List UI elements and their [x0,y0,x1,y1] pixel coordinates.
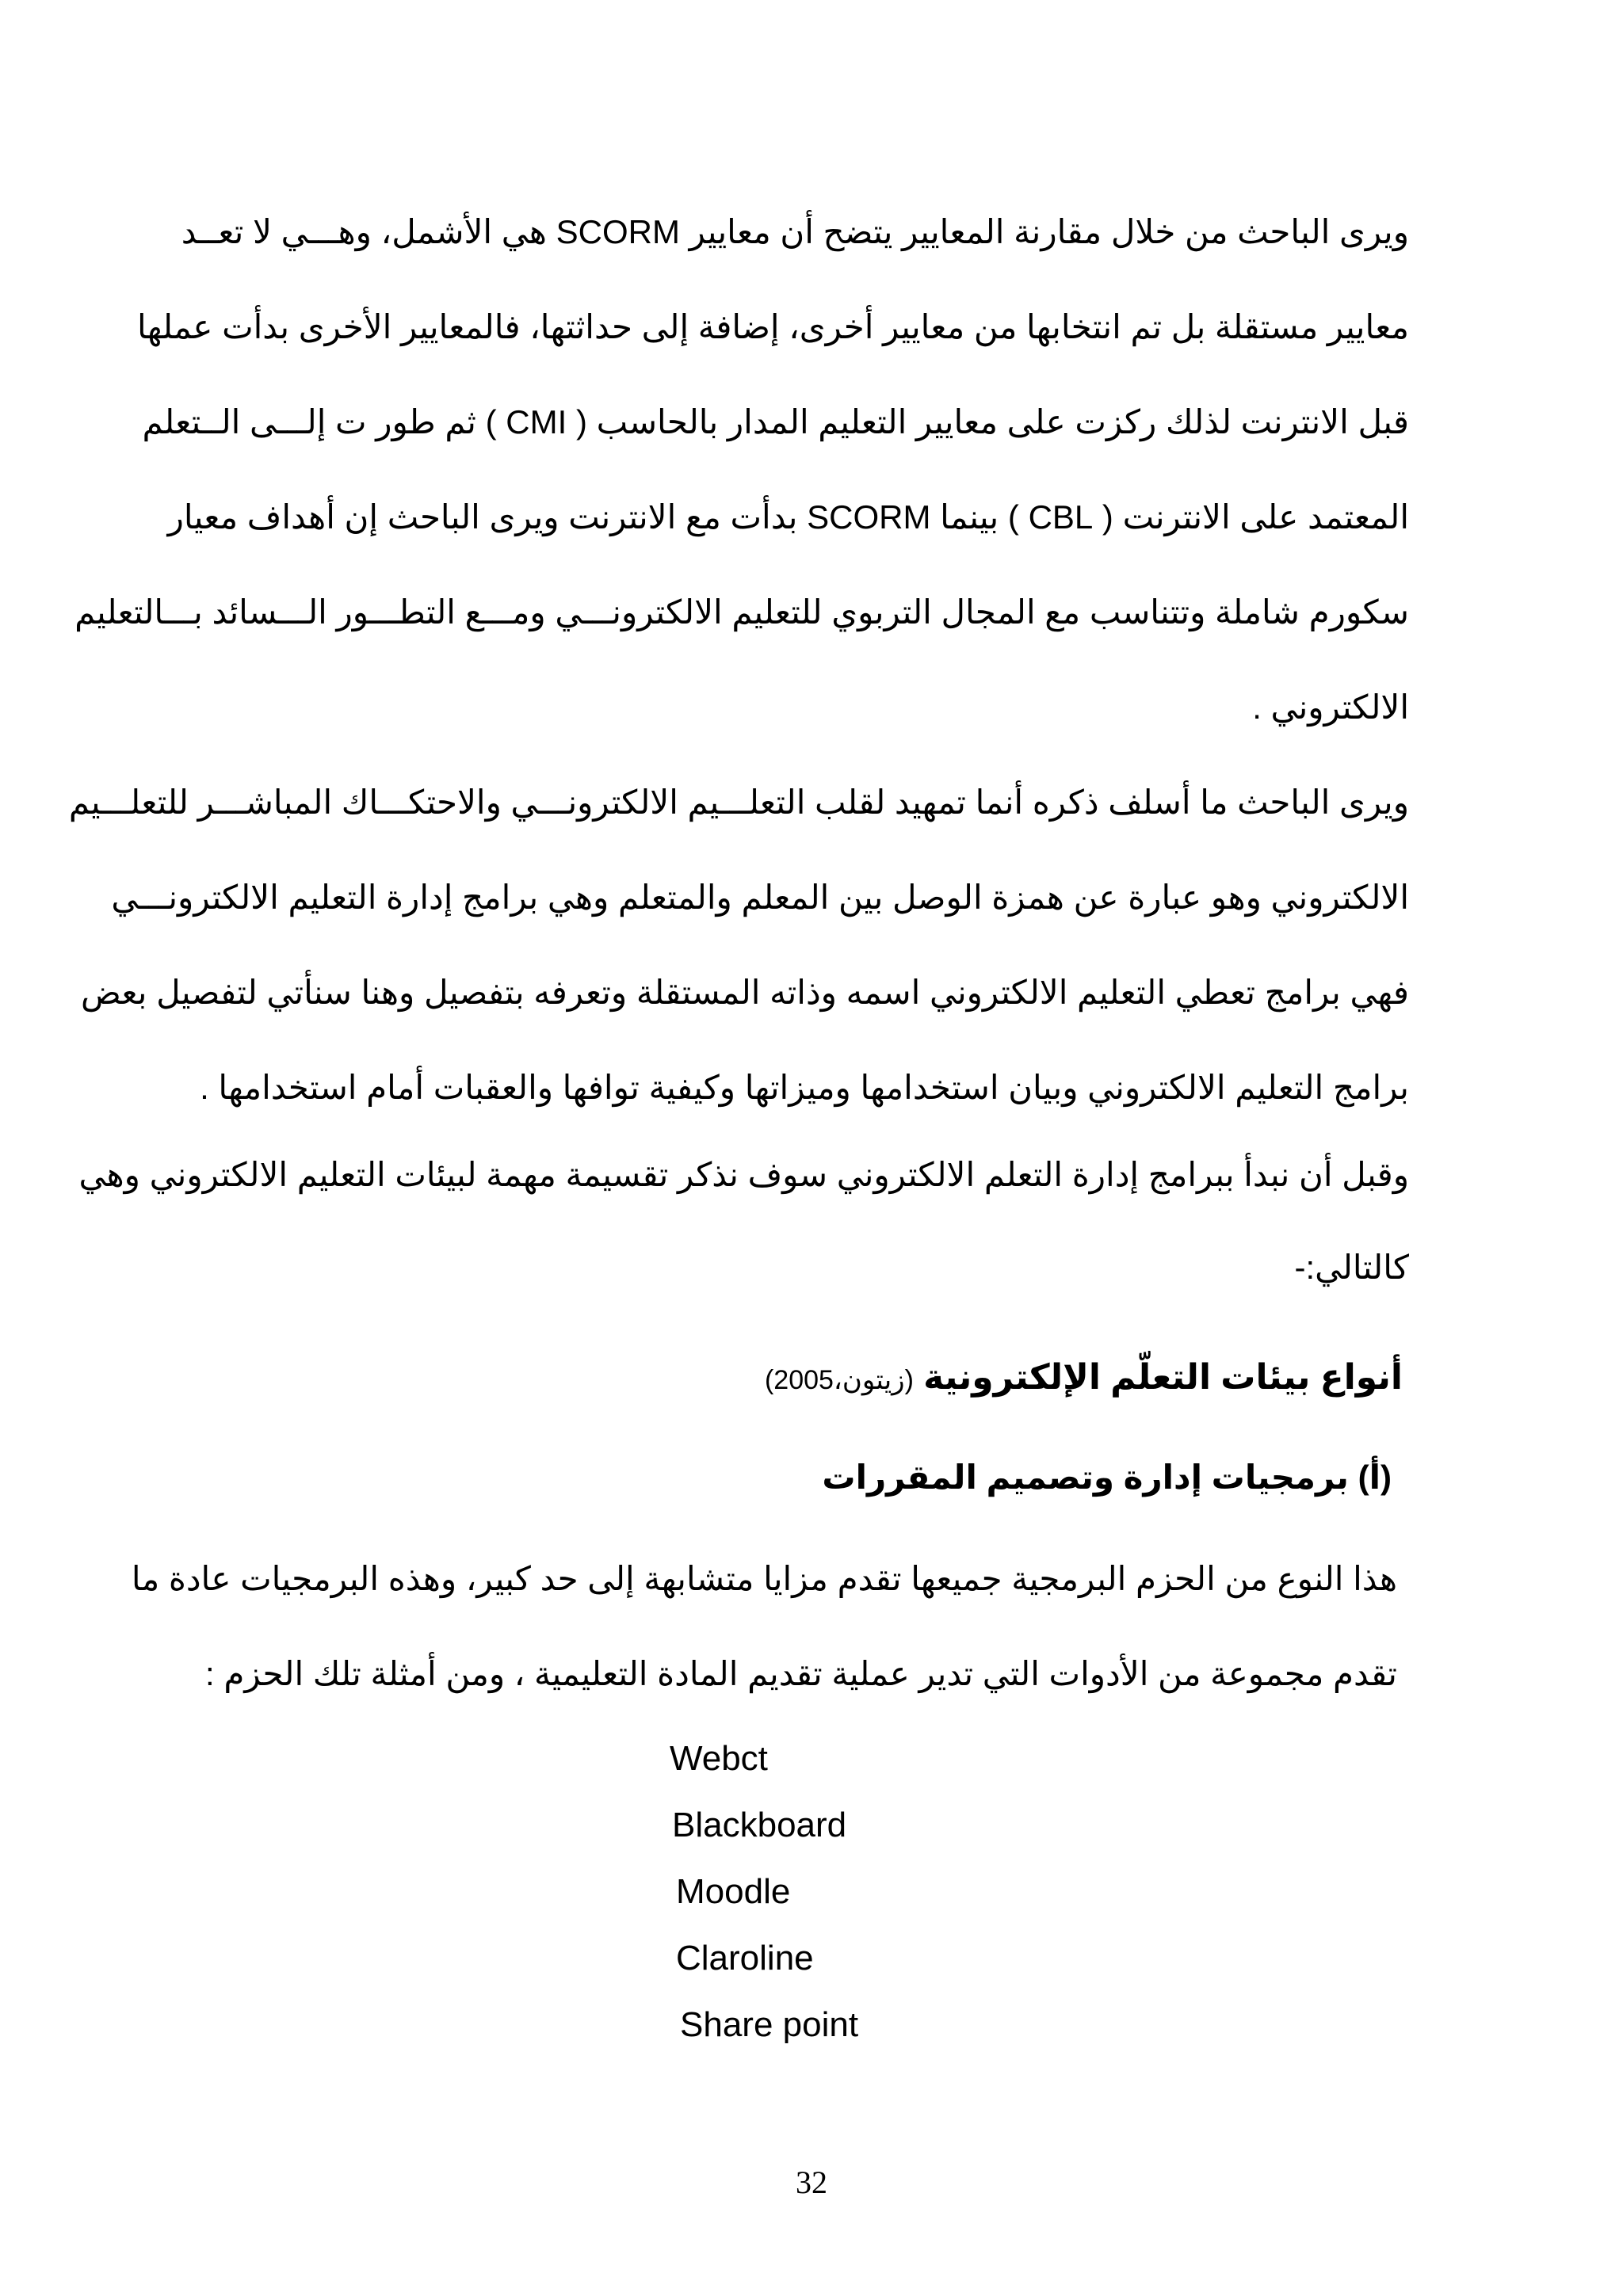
section-heading-citation: (زيتون،2005) [764,1365,914,1395]
paragraph-1-line-3: قبل الانترنت لذلك ركزت على معايير التعليم المدار بالحاسب ( CMI ) ثم طور ت إلـــى الــتعلم [142,403,1409,441]
paragraph-3-line-2: كالتالي:- [1294,1249,1409,1286]
paragraph-1-line-2: معايير مستقلة بل تم انتخابها من معايير أخرى، إضافة إلى حداثتها، فالمعايير الأخرى بدأت عملها [137,308,1409,345]
paragraph-3-line-1: وقبل أن نبدأ ببرامج إدارة التعلم الالكتروني سوف نذكر تقسيمة مهمة لبيئات التعليم الالكتروني وهي [78,1156,1409,1193]
section-heading [765,1352,1403,1405]
paragraph-2-line-2: الالكتروني وهو عبارة عن همزة الوصل بين المعلم والمتعلم وهي برامج إدارة التعليم الالكترونـــي [111,879,1409,916]
paragraph-1-line-4: المعتمد على الانترنت ( CBL ) بينما SCORM بدأت مع الانترنت ويرى الباحث إن أهداف معيار [167,498,1409,536]
example-item: Moodle [676,1872,791,1911]
paragraph-2-line-3: فهي برامج تعطي التعليم الالكتروني اسمه وذاته المستقلة وتعرفه بتفصيل وهنا سنأتي لتفصيل بعض [81,974,1409,1011]
example-item: Claroline [676,1939,814,1978]
section-heading-title: أنواع بيئات التعلّم الإلكترونية [923,1358,1403,1397]
paragraph-2-line-1: ويرى الباحث ما أسلف ذكره أنما تمهيد لقلب التعلـــيم الالكترونـــي والاحتكـــاك المباشـــر للتعلـــيم [68,784,1409,821]
paragraph-2-line-4: برامج التعليم الالكتروني وبيان استخدامها وميزاتها وكيفية توافها والعقبات أمام استخدامها . [200,1069,1409,1106]
paragraph-1-line-5: سكورم شاملة وتتناسب مع المجال التربوي للتعليم الالكترونـــي ومـــع التطـــور الـــسائد بـــالتعليم [74,593,1409,631]
page-number: 32 [796,2164,827,2200]
paragraph-1-line-1: ويرى الباحث من خلال مقارنة المعايير يتضح أن معايير SCORM هي الأشمل، وهـــي لا تعــد [181,213,1409,250]
paragraph-4-line-1: هذا النوع من الحزم البرمجية جميعها تقدم مزايا متشابهة إلى حد كبير، وهذه البرمجيات عادة ما [131,1560,1397,1597]
example-item: Share point [680,2005,859,2044]
paragraph-1-line-6: الالكتروني . [1252,688,1409,726]
subsection-heading: (أ) برمجيات إدارة وتصميم المقررات [822,1459,1392,1496]
example-item: Blackboard [672,1806,847,1844]
paragraph-4-line-2: تقدم مجموعة من الأدوات التي تدير عملية تقديم المادة التعليمية ، ومن أمثلة تلك الحزم : [205,1655,1397,1692]
example-item: Webct [670,1739,768,1778]
